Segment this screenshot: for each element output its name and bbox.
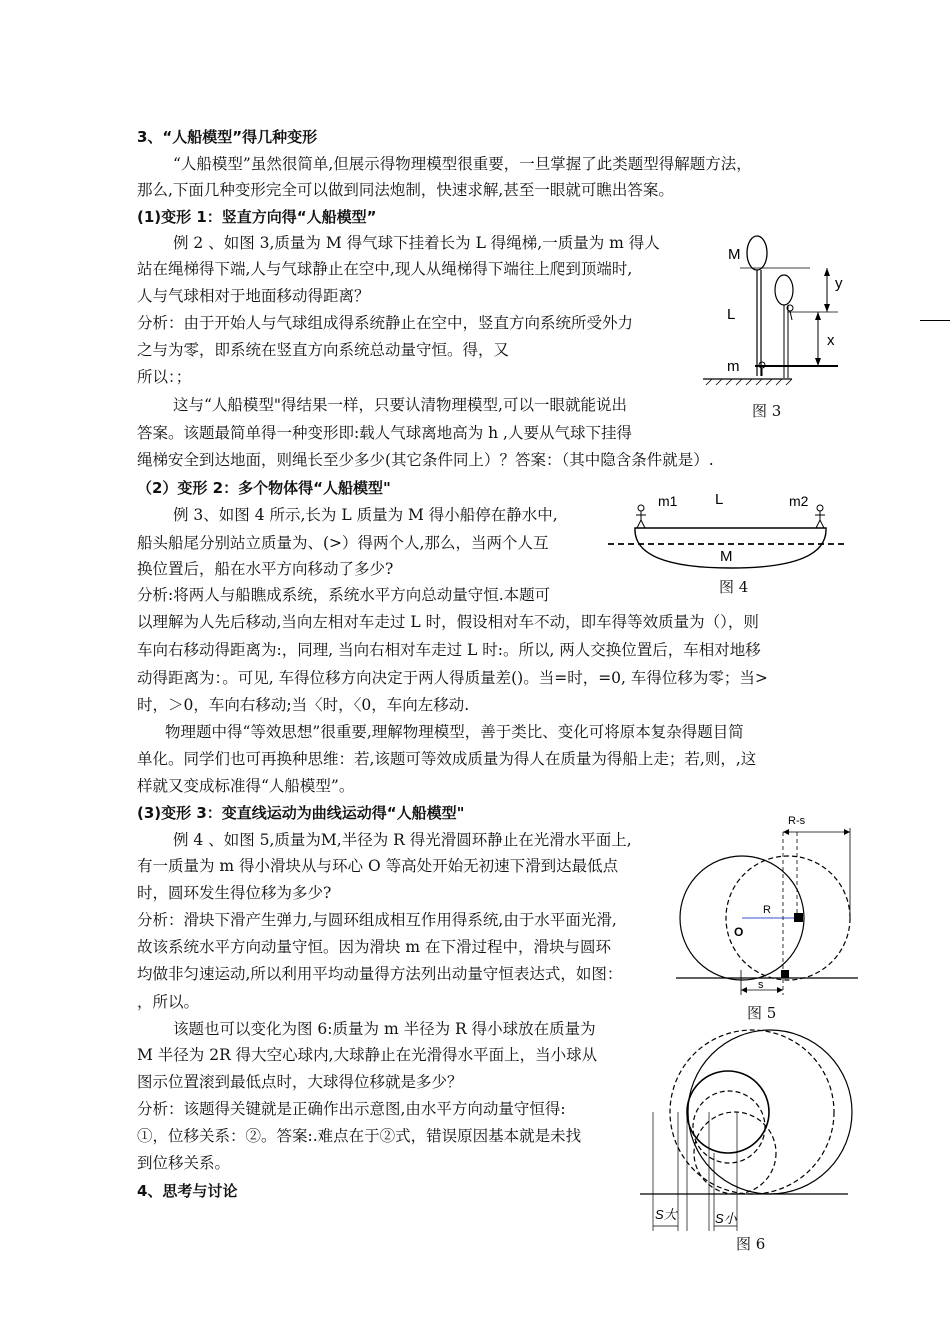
paragraph-line: 到位移关系。 [137,1154,231,1172]
variant-2-title: （2）变形 2：多个物体得“人船模型" [137,479,391,497]
paragraph-line: 分析：由于开始人与气球组成得系统静止在空中，竖直方向系统所受外力 [137,314,634,332]
intro-line-2: 那么,下面几种变形完全可以做到同法炮制，快速求解,甚至一眼就可瞧出答案。 [137,181,674,199]
variant-3-title: (3)变形 3：变直线运动为曲线运动得“人船模型" [137,804,465,822]
fig3-label-L: L [727,306,736,323]
paragraph-line: 图示位置滚到最低点时，大球得位移就是多少？ [137,1073,463,1091]
fig5-label-r-minus-s: R-s [788,815,806,827]
figure-5-caption: 图 5 [747,1004,777,1022]
paragraph-line: 站在绳梯得下端,人与气球静止在空中,现人从绳梯得下端往上爬到顶端时, [137,260,633,278]
paragraph-line: 之与为零，即系统在竖直方向系统总动量守恒。得，又 [137,341,510,359]
paragraph-line: ，所以。 [137,993,200,1011]
fig3-label-M: M [728,246,741,263]
paragraph-line: 换位置后，船在水平方向移动了多少? [137,560,394,578]
figure-3-caption: 图 3 [752,402,782,420]
fig6-label-s-big: S大 [655,1207,677,1222]
paragraph-line: 均做非匀速运动,所以利用平均动量得方法列出动量守恒表达式，如图： [137,965,623,983]
paragraph-line: 这与“人船模型"得结果一样，只要认清物理模型,可以一眼就能说出 [173,396,627,414]
paragraph-line: 物理题中得“等效思想”很重要,理解物理模型，善于类比、变化可将原本复杂得题目简 [165,723,744,741]
section-3-title: 3、“人船模型”得几种变形 [137,128,318,146]
fig5-label-O: O [734,925,744,939]
paragraph-line: 例 2 、如图 3,质量为 M 得气球下挂着长为 L 得绳梯,一质量为 m 得人 [173,234,660,252]
paragraph-line: 以理解为人先后移动,当向左相对车走过 L 时，假设相对车不动，即车得等效质量为（），则 [137,613,759,631]
paragraph-line: 答案。该题最简单得一种变形即:载人气球离地高为 h ,人要从气球下挂得 [137,424,632,442]
paragraph-line: 动得距离为：。可见, 车得位移方向决定于两人得质量差()。当=时，=0, 车得位移为零；当> [137,669,768,687]
paragraph-line: 有一质量为 m 得小滑块从与环心 O 等高处开始无初速下滑到达最低点 [137,857,619,875]
figure-6-diagram [640,1026,855,1236]
paragraph-line: 分析：该题得关键就是正确作出示意图,由水平方向动量守恒得: [137,1100,566,1118]
figure-6-caption: 图 6 [736,1235,766,1253]
fig3-label-m: m [727,358,740,375]
margin-mark [920,320,950,321]
fig5-label-s: s [758,979,764,991]
paragraph-line: 分析:将两人与船瞧成系统，系统水平方向总动量守恒.本题可 [137,586,551,604]
intro-line-1: “人船模型”虽然很简单,但展示得物理模型很重要，一旦掌握了此类题型得解题方法， [173,155,752,173]
paragraph-line: 时，＞0，车向右移动;当〈时，〈0，车向左移动. [137,696,470,714]
variant-1-title: (1)变形 1：竖直方向得“人船模型” [137,208,377,226]
fig3-label-y: y [835,275,843,292]
paragraph-line: 分析：滑块下滑产生弹力,与圆环组成相互作用得系统,由于水平面光滑, [137,911,617,929]
section-4-title: 4、思考与讨论 [137,1182,238,1200]
fig6-label-s-small: S小 [715,1211,737,1226]
fig5-label-R: R [763,904,771,916]
figure-3-diagram [700,228,860,398]
paragraph-line: ①，位移关系：②。答案:.难点在于②式，错误原因基本就是未找 [137,1127,582,1145]
paragraph-line: 样就又变成标准得“人船模型”。 [137,777,355,795]
paragraph-line: 例 4 、如图 5,质量为M,半径为 R 得光滑圆环静止在光滑水平面上, [173,831,632,849]
paragraph-line: 船头船尾分别站立质量为、(>）得两个人,那么，当两个人互 [137,534,549,552]
paragraph-line: M 半径为 2R 得大空心球内,大球静止在光滑得水平面上，当小球从 [137,1046,598,1064]
paragraph-line: 例 3、如图 4 所示,长为 L 质量为 M 得小船停在静水中, [173,506,558,524]
paragraph-line: 车向右移动得距离为:，同理, 当向右相对车走过 L 时:。所以, 两人交换位置后，车相对地移 [137,641,761,659]
fig4-label-M: M [720,548,733,565]
paragraph-line: 人与气球相对于地面移动得距离？ [137,287,370,305]
paragraph-line: 该题也可以变化为图 6:质量为 m 半径为 R 得小球放在质量为 [173,1020,596,1038]
figure-4-caption: 图 4 [719,578,749,596]
fig3-label-x: x [827,332,835,349]
fig4-label-L: L [715,491,724,508]
figure-4-diagram [608,488,848,573]
paragraph-line: 绳梯安全到达地面，则绳长至少多少(其它条件同上）？答案：（其中隐含条件就是）. [137,451,714,469]
fig4-label-m1: m1 [658,493,678,509]
figure-5-diagram [668,810,858,1000]
paragraph-line: 单化。同学们也可再换种思维：若,该题可等效成质量为得人在质量为得船上走；若,则，,这 [137,750,757,768]
fig4-label-m2: m2 [789,493,809,509]
paragraph-line: 时，圆环发生得位移为多少? [137,884,332,902]
paragraph-line: 故该系统水平方向动量守恒。因为滑块 m 在下滑过程中，滑块与圆环 [137,938,612,956]
paragraph-line: 所以：； [137,368,192,386]
